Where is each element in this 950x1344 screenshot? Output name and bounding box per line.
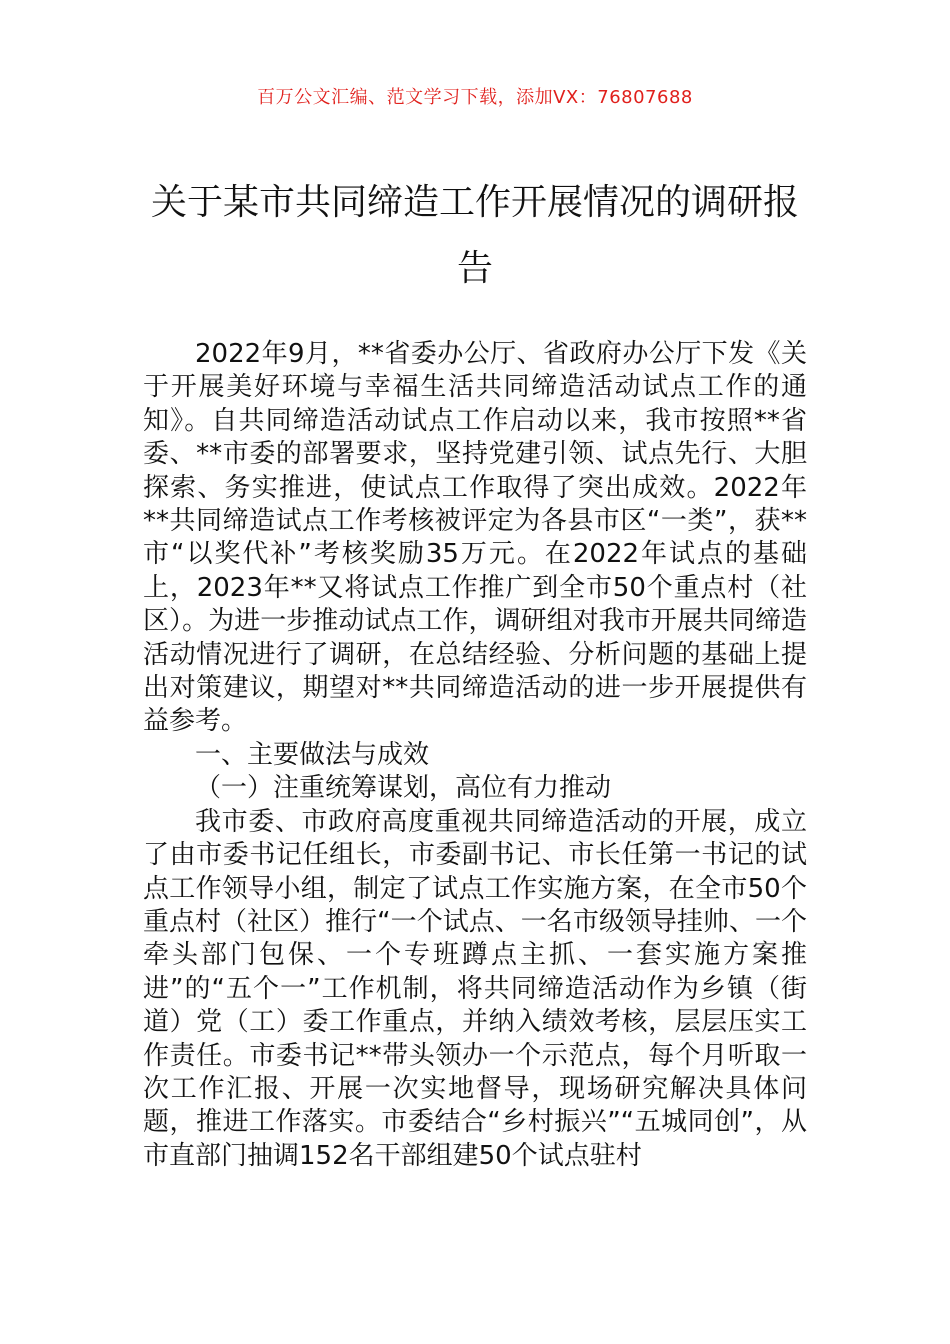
section-heading: 一、主要做法与成效: [195, 739, 430, 770]
section-paragraph: 我市委、市政府高度重视共同缔造活动的开展，成立了由市委书记任组长，市委副书记、市长任第一书记的试点工作领导小组，制定了试点工作实施方案，在全市50个重点村（社区）推行“一个试点、一名市级领导挂帅、一个牵头部门包保、一个专班蹲点主抓、一套实施方案推进”的“五个一”工作机制，将共同缔造活动作为乡镇（街道）党（工）委工作重点，并纳入绩效考核，层层压实工作责任。市委书记**带头领办一个示范点，每个月听取一次工作汇报、开展一次实地督导，现场研究解决具体问题，推进工作落实。市委结合“乡村振兴”“五城同创”，从市直部门抽调152名干部组建50个试点驻村: [143, 806, 807, 1171]
header-promo-note: 百万公文汇编、范文学习下载，添加VX：76807688: [257, 87, 693, 108]
document-title: 关于某市共同缔造工作开展情况的调研报告: [150, 182, 799, 289]
intro-paragraph: 2022年9月，**省委办公厅、省政府办公厅下发《关于开展美好环境与幸福生活共同缔造活动试点工作的通知》。自共同缔造活动试点工作启动以来，我市按照**省委、**市委的部署要求，坚持党建引领、试点先行、大胆探索、务实推进，使试点工作取得了突出成效。2022年**共同缔造试点工作考核被评定为各县市区“一类”，获**市“以奖代补”考核奖励35万元。在2022年试点的基础上，2023年**又将试点工作推广到全市50个重点村（社区）。为进一步推动试点工作，调研组对我市开展共同缔造活动情况进行了调研，在总结经验、分析问题的基础上提出对策建议，期望对**共同缔造活动的进一步开展提供有益参考。: [143, 339, 807, 737]
subsection-heading: （一）注重统筹谋划，高位有力推动: [195, 773, 612, 804]
document-body: [143, 338, 807, 1173]
